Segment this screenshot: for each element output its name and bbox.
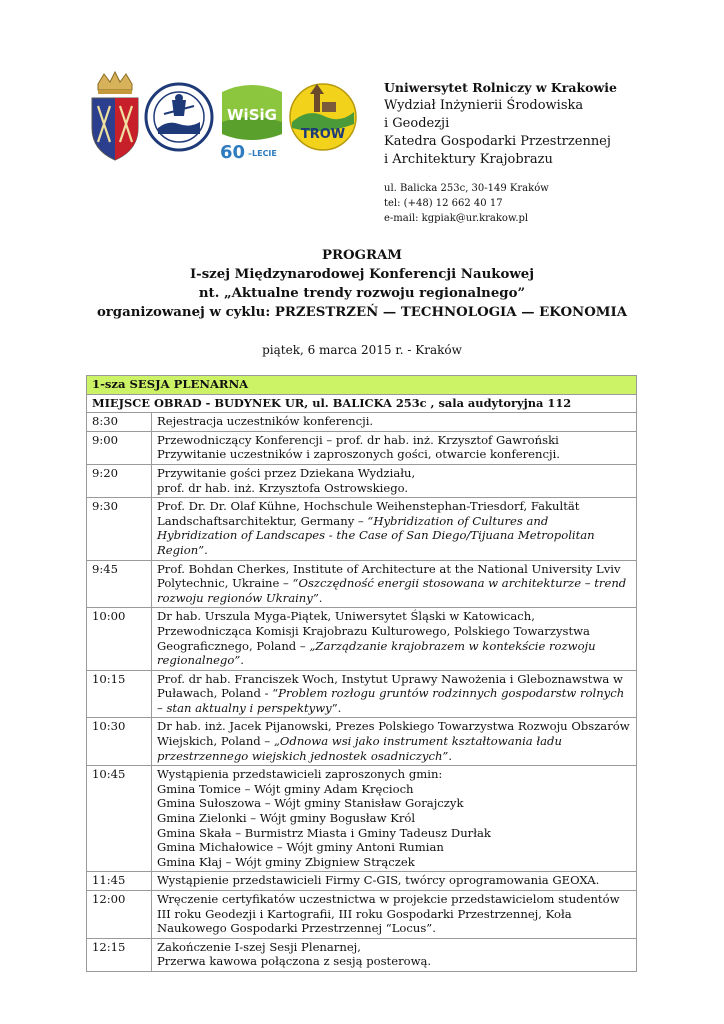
venue-text: MIEJSCE OBRAD - BUDYNEK UR, ul. BALICKA 253c , sala audytoryjna 112 — [87, 394, 637, 413]
address: ul. Balicka 253c, 30-149 Kraków — [384, 183, 549, 194]
row-text: Rejestracja uczestników konferencji. — [152, 413, 637, 432]
table-row — [87, 766, 637, 872]
faculty-seal-icon — [144, 82, 214, 152]
row-line: prof. dr hab. inż. Krzysztofa Ostrowskiego. — [157, 480, 409, 495]
speaker-info: Dr hab. inż. Jacek Pijanowski, Prezes Polskiego Towarzystwa Rozwoju Obszarów Wiejskich, Poland – — [157, 719, 630, 749]
talk-title: “Oszczędność energii stosowana w architekturze – trend rozwoju regionów Ukrainy” — [157, 576, 627, 605]
row-text: Wręczenie certyfikatów uczestnictwa w projekcie przedstawicielom studentów III roku Geodezji i Kartografii, III roku Gospodarki Przestrzennej, Koła Naukowego Gospodarki Przestrzennej “Locus”. — [152, 891, 637, 939]
email: e-mail: kgpiak@ur.krakow.pl — [384, 213, 529, 224]
table-row — [87, 608, 637, 670]
table-row — [87, 464, 637, 497]
speaker-info: Dr hab. Urszula Myga-Piątek, Uniwersytet Śląski w Katowicach, Przewodnicząca Komisji Krajobrazu Kulturowego, Polskiego Towarzystwa Geograficznego, Poland – — [157, 609, 590, 653]
row-line: Przywitanie uczestników i zaproszonych gości, otwarcie konferencji. — [157, 447, 560, 462]
talk-title: “Hybridization of Cultures and Hybridization of Landscapes - the Case of San Diego/Tijuana Metropolitan Region” — [157, 513, 595, 557]
row-time: 9:45 — [87, 560, 152, 608]
table-row — [87, 891, 637, 939]
row-text — [152, 431, 637, 464]
gmina-item: Gmina Sułoszowa – Wójt gminy Stanisław Gorajczyk — [157, 796, 464, 811]
svg-text:WiSiG: WiSiG — [227, 106, 277, 124]
row-time: 10:15 — [87, 670, 152, 718]
row-time: 9:20 — [87, 464, 152, 497]
gmina-intro: Wystąpienia przedstawicieli zaproszonych gmin: — [157, 767, 443, 782]
organization-block — [384, 79, 617, 169]
contact-block — [384, 181, 549, 226]
row-end: . — [318, 590, 323, 605]
row-text — [152, 560, 637, 608]
svg-text:60: 60 — [220, 142, 246, 162]
row-time: 12:15 — [87, 938, 152, 971]
row-text — [152, 498, 637, 560]
table-row — [87, 872, 637, 891]
department-line-2: i Architektury Krajobrazu — [384, 152, 553, 167]
talk-title: „Zarządzanie krajobrazem w kontekście rozwoju regionalnego” — [157, 638, 596, 668]
row-time: 10:00 — [87, 608, 152, 670]
row-line: Przywitanie gości przez Dziekana Wydziału, — [157, 465, 416, 480]
faculty-line-1: Wydział Inżynierii Środowiska — [384, 98, 584, 113]
department-line-1: Katedra Gospodarki Przestrzennej — [384, 134, 611, 149]
table-row — [87, 718, 637, 766]
row-end: . — [204, 542, 208, 557]
trow-logo-icon — [288, 82, 358, 152]
gmina-item: Gmina Tomice – Wójt gminy Adam Kręcioch — [157, 781, 414, 796]
table-row — [87, 670, 637, 718]
talk-title: Problem rozłogu gruntów rodzinnych gospodarstw rolnych – stan aktualny i perspektywy — [157, 686, 625, 715]
heading-line-2: I-szej Międzynarodowej Konferencji Naukowej — [189, 267, 535, 282]
speaker-info: Prof. Dr. Dr. Olaf Kühne, Hochschule Weihenstephan-Triesdorf, Fakultät Landschaftsarchitektur, Germany – — [157, 499, 580, 528]
session-header-row — [87, 376, 637, 395]
speaker-info: Prof. Bohdan Cherkes, Institute of Architecture at the National University Lviv Polytechnic, Ukraine – — [157, 561, 621, 591]
table-row — [87, 413, 637, 432]
row-text: Wystąpienie przedstawicieli Firmy C-GIS, twórcy oprogramowania GEOXA. — [152, 872, 637, 891]
gmina-item: Gmina Skała – Burmistrz Miasta i Gminy Tadeusz Durłak — [157, 825, 491, 840]
row-text — [152, 608, 637, 670]
table-row — [87, 938, 637, 971]
row-time: 9:00 — [87, 431, 152, 464]
university-crest-icon — [88, 70, 142, 162]
table-row — [87, 431, 637, 464]
speaker-info: Prof. dr hab. Franciszek Woch, Instytut Uprawy Nawożenia i Gleboznawstwa w Puławach, Poland - “ — [157, 671, 623, 701]
row-text — [152, 670, 637, 718]
row-end: . — [448, 748, 453, 763]
heading-line-1: PROGRAM — [321, 248, 403, 263]
gmina-item: Gmina Zielonki – Wójt gminy Bogusław Król — [157, 811, 416, 826]
heading-line-3: nt. „Aktualne trendy rozwoju regionalnego” — [198, 286, 526, 301]
row-text — [152, 464, 637, 497]
svg-text:–LECIE: –LECIE — [248, 149, 277, 158]
row-line: Przerwa kawowa połączona z sesją posterową. — [157, 954, 432, 969]
faculty-line-2: i Geodezji — [384, 116, 450, 131]
program-heading — [0, 246, 724, 322]
table-row — [87, 560, 637, 608]
table-row — [87, 498, 637, 560]
row-line: Zakończenie I-szej Sesji Plenarnej, — [157, 939, 361, 954]
row-text — [152, 938, 637, 971]
row-time: 12:00 — [87, 891, 152, 939]
row-text — [152, 766, 637, 872]
heading-line-4: organizowanej w cyklu: PRZESTRZEŃ — TECHNOLOGIA — EKONOMIA — [96, 305, 628, 320]
row-end: ”. — [331, 700, 342, 715]
gmina-item: Gmina Michałowice – Wójt gminy Antoni Rumian — [157, 840, 444, 855]
university-name: Uniwersytet Rolniczy w Krakowie — [384, 80, 617, 95]
talk-title: „Odnowa wsi jako instrument kształtowania ładu przestrzennego wiejskich jednostek osadniczych” — [157, 734, 562, 763]
session-title: 1-sza SESJA PLENARNA — [87, 376, 637, 395]
program-table — [86, 375, 637, 972]
row-time: 10:30 — [87, 718, 152, 766]
svg-text:TROW: TROW — [300, 127, 346, 142]
telephone: tel: (+48) 12 662 40 17 — [384, 198, 503, 209]
row-time: 8:30 — [87, 413, 152, 432]
venue-row — [87, 394, 637, 413]
row-text — [152, 718, 637, 766]
event-date: piątek, 6 marca 2015 r. - Kraków — [262, 343, 462, 357]
logos-group — [88, 70, 358, 162]
wisig-60-logo-icon — [216, 82, 286, 162]
gmina-item: Gmina Kłaj – Wójt gminy Zbigniew Strączek — [157, 854, 415, 869]
row-line: Przewodniczący Konferencji – prof. dr hab. inż. Krzysztof Gawroński — [157, 432, 559, 447]
row-time: 9:30 — [87, 498, 152, 560]
row-time: 10:45 — [87, 766, 152, 872]
row-end: . — [240, 653, 244, 668]
row-time: 11:45 — [87, 872, 152, 891]
